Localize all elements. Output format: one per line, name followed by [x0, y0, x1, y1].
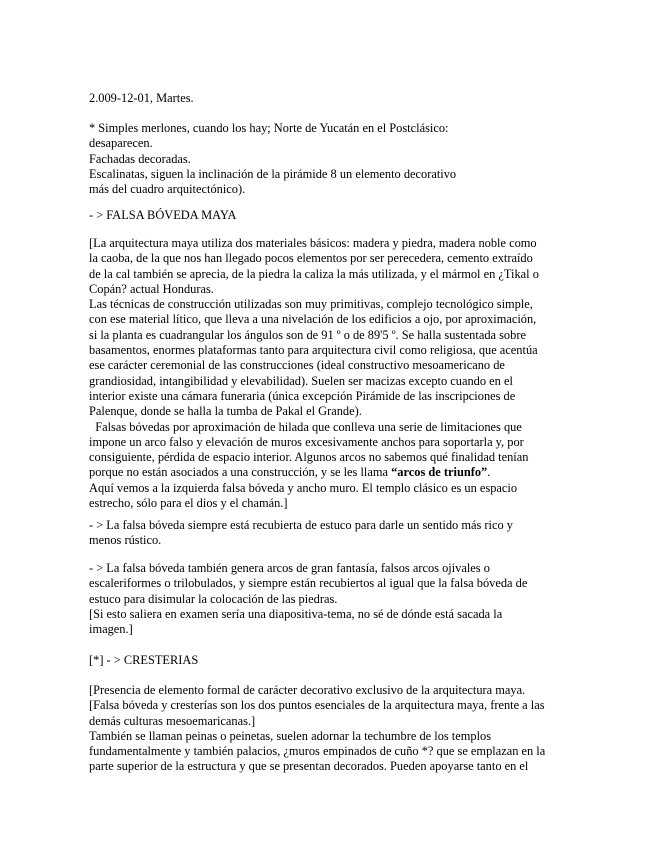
- text-line: desaparecen.: [89, 136, 153, 151]
- arcos-de-triunfo-term: “arcos de triunfo”: [391, 465, 488, 480]
- text-line: interior existe una cámara funeraria (única excepción Pirámide de las inscripciones de: [89, 388, 516, 403]
- text-line: [Falsa bóveda y cresterías son los dos puntos esenciales de la arquitectura maya, frente a las: [89, 698, 545, 713]
- text-line: [Si esto saliera en examen sería una diapositiva-tema, no sé de dónde está sacada la: [89, 606, 503, 621]
- text-line: demás culturas mesoemaricanas.]: [89, 713, 256, 728]
- text-line: escaleriformes o trilobulados, y siempre están recubiertos al igual que la falsa bóveda de: [89, 576, 528, 591]
- text-line: menos rústico.: [89, 533, 162, 548]
- text-line: grandiosidad, intangibilidad y elevabilidad). Suelen ser macizas excepto cuando en el: [89, 373, 513, 388]
- text-line: de la cal también se aprecia, de la piedra la caliza la más utilizada, y el mármol en ¿Tikal o: [89, 266, 539, 281]
- text-line: estrecho, sólo para el dios y el chamán.]: [89, 496, 288, 511]
- text-line: Copán? actual Honduras.: [89, 281, 214, 296]
- text-line: imagen.]: [89, 622, 133, 637]
- estuco-paragraph: [89, 518, 589, 549]
- cresterias-paragraph: [89, 683, 589, 775]
- text-line: basamentos, enormes plataformas tanto para arquitectura civil como religiosa, que acentúa: [89, 343, 538, 358]
- text-line: ese carácter ceremonial de las construcciones (ideal constructivo mesoamericano de: [89, 358, 505, 373]
- text-line: impone un arco falso y elevación de muros excesivamente anchos para soportarla y, por: [89, 434, 524, 449]
- text-line: * Simples merlones, cuando los hay; Norte de Yucatán en el Postclásico:: [89, 121, 449, 135]
- text-line: También se llaman peinas o peinetas, suelen adornar la techumbre de los templos: [89, 728, 492, 743]
- text-line: si la planta es cuadrangular los ángulos son de 91 º o de 89'5 º. Se halla sustentada sobre: [89, 327, 526, 342]
- text-line: la caoba, de la que nos han llegado pocos elementos por ser perecedera, cemento extraído: [89, 251, 533, 266]
- text-line: parte superior de la estructura y que se presentan decorados. Pueden apoyarse tanto en el: [89, 759, 529, 774]
- fantasia-paragraph: [89, 561, 589, 637]
- text-line: Falsas bóvedas por aproximación de hilada que conlleva una serie de limitaciones que: [89, 419, 522, 434]
- text-line: estuco para disimular la colocación de las piedras.: [89, 591, 338, 606]
- text-line: Las técnicas de construcción utilizadas son muy primitivas, complejo tecnológico simple,: [89, 297, 533, 312]
- text-line: - > La falsa bóveda siempre está recubierta de estuco para darle un sentido más rico y: [89, 518, 513, 532]
- text-line: [Presencia de elemento formal de carácter decorativo exclusivo de la arquitectura maya.: [89, 683, 526, 697]
- text-line: - > La falsa bóveda también genera arcos de gran fantasía, falsos arcos ojivales o: [89, 561, 490, 575]
- text-line: consiguiente, pérdida de espacio interior. Algunos arcos no sabemos qué finalidad tenían: [89, 450, 529, 465]
- text-line: fundamentalmente y también palacios, ¿muros empinados de cuño *? que se emplazan en la: [89, 744, 546, 759]
- text-line: más del cuadro arquitectónico).: [89, 182, 246, 197]
- merlones-paragraph: [89, 121, 589, 197]
- text-line-arcos-de-triunfo: porque no están asociados a una construcción, y se les llama “arcos de triunfo”.: [89, 465, 491, 480]
- date-line: 2.009-12-01, Martes.: [89, 91, 194, 105]
- section-heading-falsa-boveda: - > FALSA BÓVEDA MAYA: [89, 208, 237, 222]
- text-line: Palenque, donde se halla la tumba de Pakal el Grande).: [89, 404, 362, 419]
- text-line: Fachadas decoradas.: [89, 151, 191, 166]
- text-line: [La arquitectura maya utiliza dos materiales básicos: madera y piedra, madera noble como: [89, 236, 537, 250]
- text-line: con ese material lítico, que lleva a una nivelación de los edificios a ojo, por aproximación,: [89, 312, 537, 327]
- section-heading-cresterias: [*] - > CRESTERIAS: [89, 653, 199, 667]
- arquitectura-paragraph: [89, 236, 589, 511]
- text-line: Escalinatas, siguen la inclinación de la pirámide 8 un elemento decorativo: [89, 166, 457, 181]
- text-line: Aquí vemos a la izquierda falsa bóveda y ancho muro. El templo clásico es un espacio: [89, 480, 518, 495]
